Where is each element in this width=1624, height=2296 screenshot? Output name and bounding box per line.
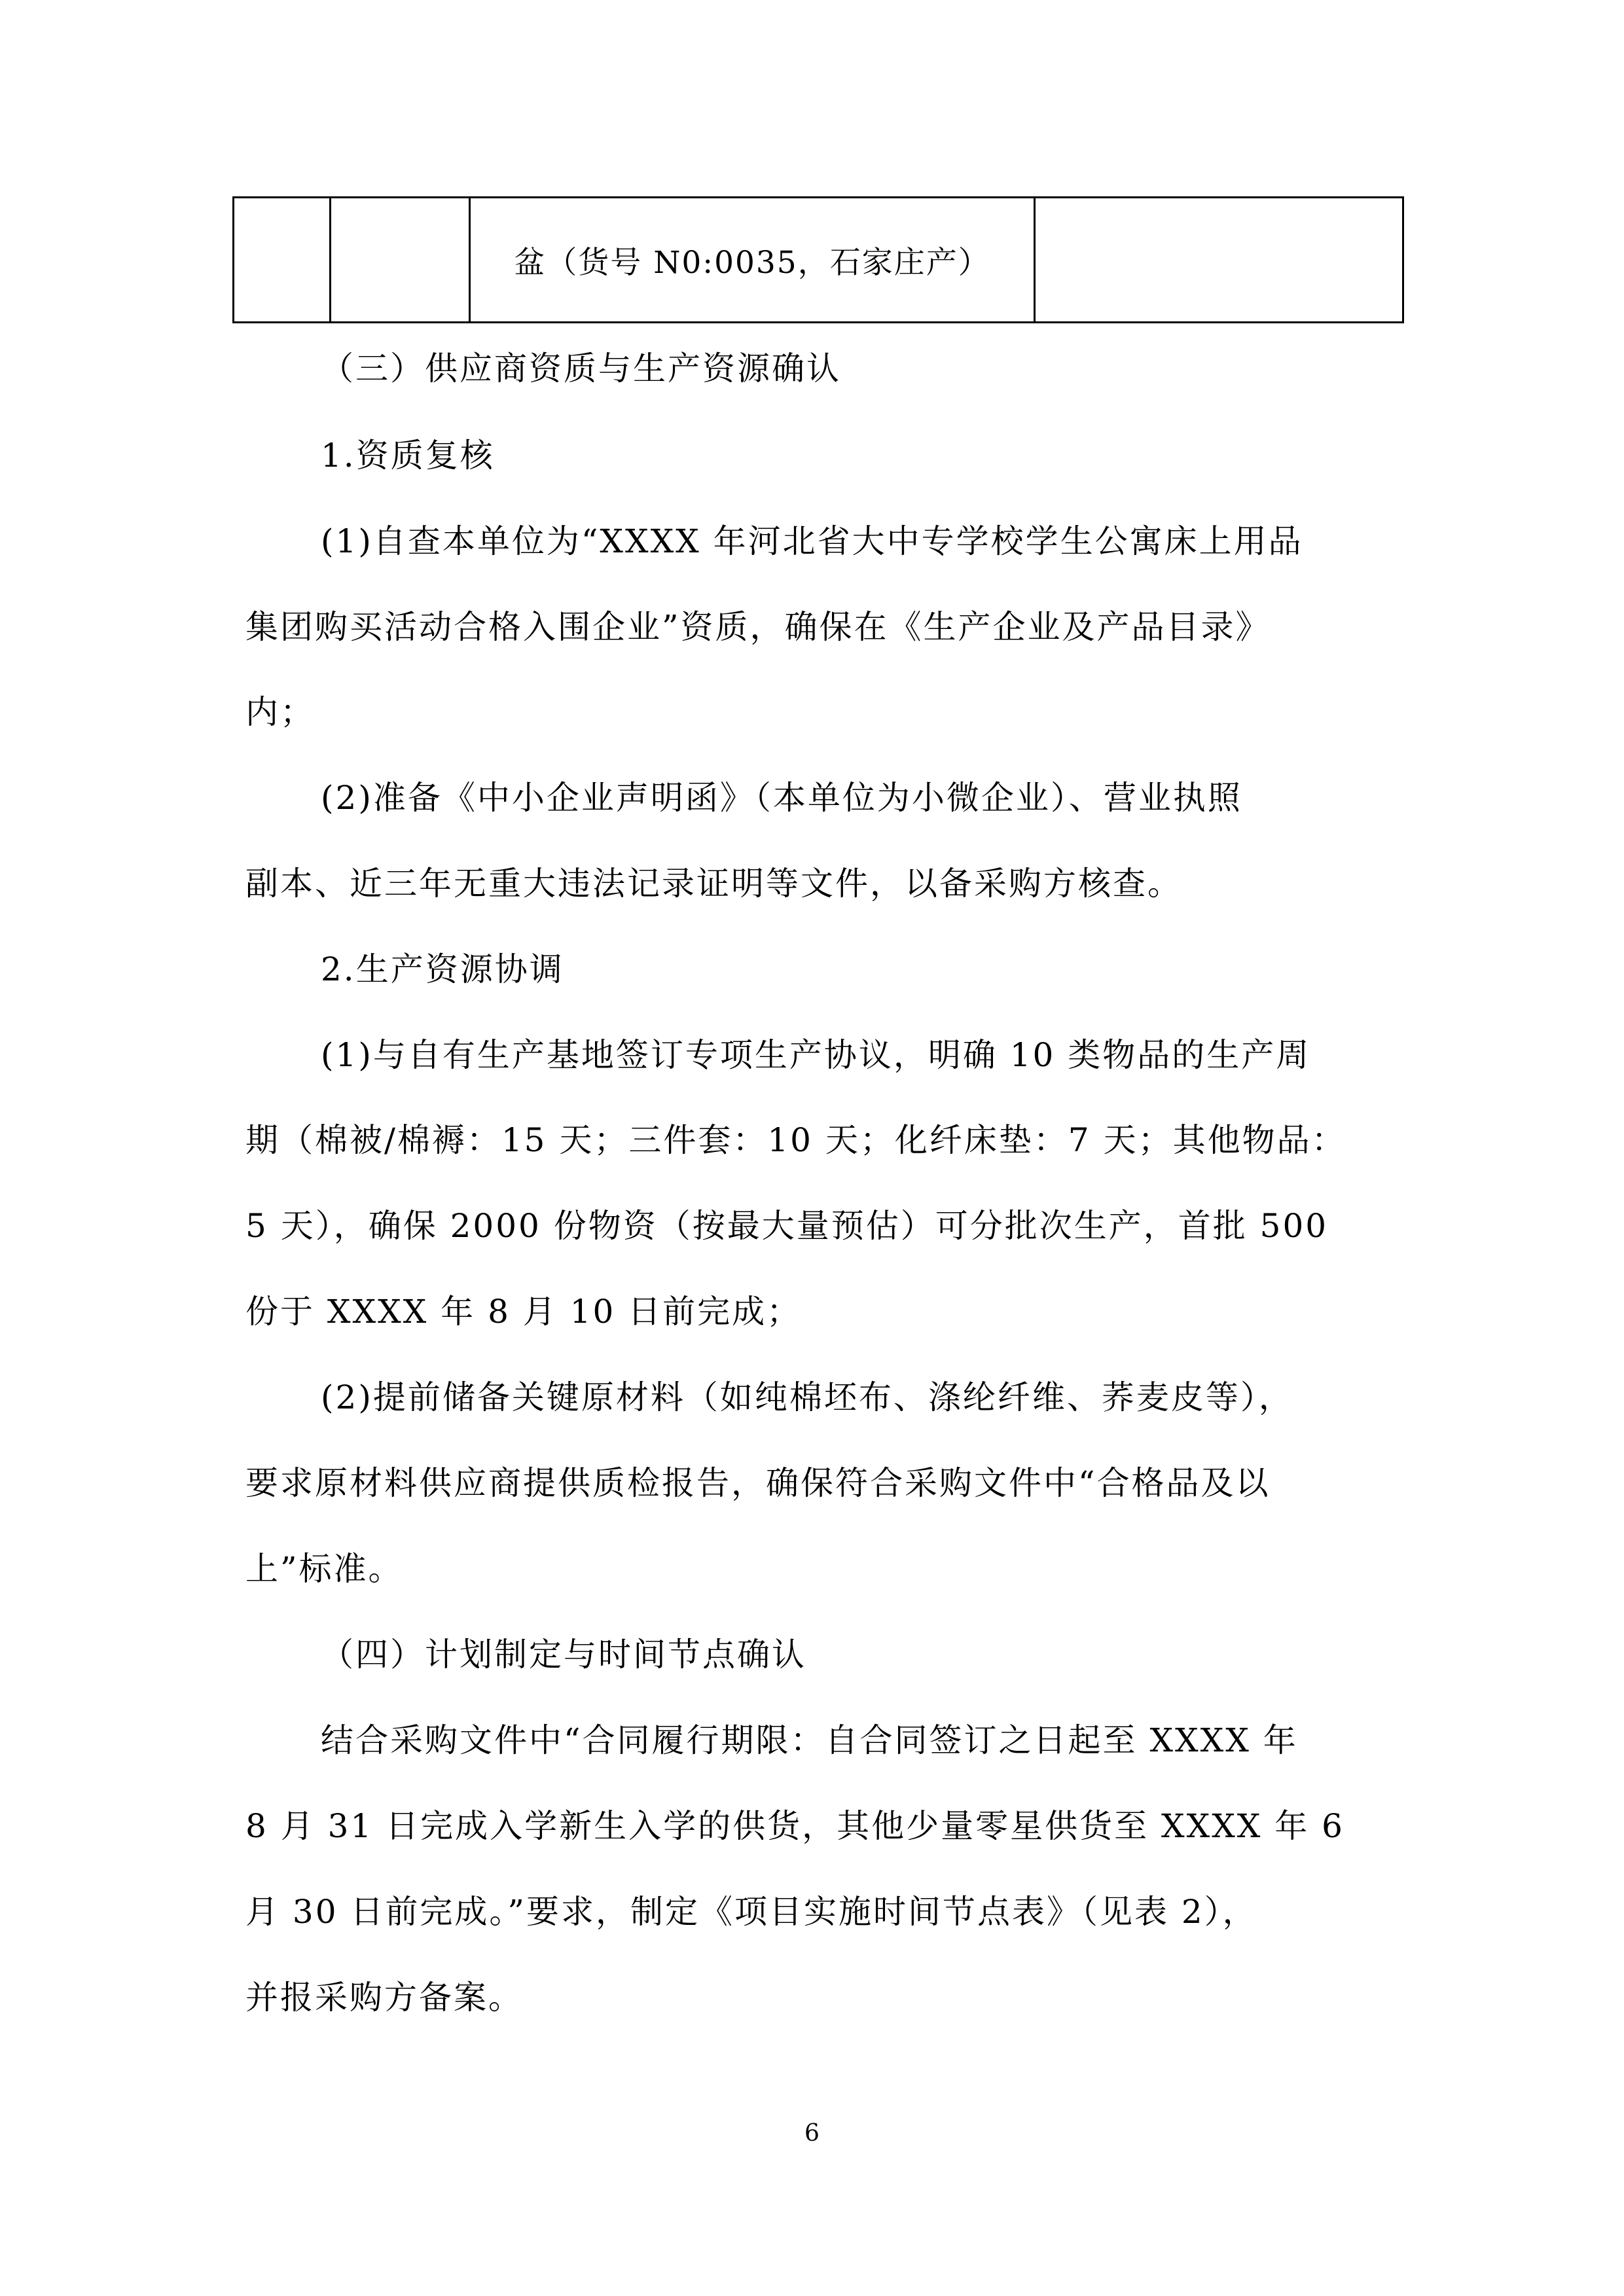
table-row bbox=[234, 198, 1403, 323]
paragraph-line: 内； bbox=[245, 693, 315, 731]
table-cell bbox=[234, 198, 331, 323]
paragraph-line: 5 天），确保 2000 份物资（按最大量预估）可分批次生产，首批 500 bbox=[245, 1207, 1329, 1245]
continued-table bbox=[232, 196, 1404, 323]
paragraph-line: 月 30 日前完成。”要求，制定《项目实施时间节点表》（见表 2）， bbox=[245, 1893, 1257, 1931]
subsection-heading-qualification: 1.资质复核 bbox=[321, 437, 495, 475]
paragraph-line: (2)准备《中小企业声明函》（本单位为小微企业）、营业执照 bbox=[321, 779, 1242, 817]
paragraph-line: 集团购买活动合格入围企业”资质，确保在《生产企业及产品目录》 bbox=[245, 608, 1271, 646]
page-number: 6 bbox=[804, 2120, 820, 2147]
paragraph-line: 期（棉被/棉褥：15 天；三件套：10 天；化纤床垫：7 天；其他物品： bbox=[245, 1121, 1346, 1159]
paragraph-line: 上”标准。 bbox=[245, 1550, 403, 1588]
paragraph-line: 结合采购文件中“合同履行期限：自合同签订之日起至 XXXX 年 bbox=[321, 1721, 1298, 1759]
paragraph-line: 并报采购方备案。 bbox=[245, 1979, 523, 2017]
paragraph-line: (1)自查本单位为“XXXX 年河北省大中专学校学生公寓床上用品 bbox=[321, 522, 1303, 560]
table-cell bbox=[331, 198, 470, 323]
paragraph-line: 副本、近三年无重大违法记录证明等文件，以备采购方核查。 bbox=[245, 865, 1182, 903]
paragraph-line: 要求原材料供应商提供质检报告，确保符合采购文件中“合格品及以 bbox=[245, 1464, 1271, 1502]
subsection-heading-production: 2.生产资源协调 bbox=[321, 950, 564, 988]
section-heading-3: （三）供应商资质与生产资源确认 bbox=[321, 350, 841, 387]
table-cell-item-name: 盆（货号 N0:0035，石家庄产） bbox=[470, 198, 1035, 323]
paragraph-line: (1)与自有生产基地签订专项生产协议，明确 10 类物品的生产周 bbox=[321, 1036, 1311, 1074]
paragraph-line: (2)提前储备关键原材料（如纯棉坯布、涤纶纤维、荞麦皮等）， bbox=[321, 1378, 1293, 1416]
section-heading-4: （四）计划制定与时间节点确认 bbox=[321, 1636, 806, 1674]
table-cell bbox=[1035, 198, 1403, 323]
paragraph-line: 8 月 31 日完成入学新生入学的供货，其他少量零星供货至 XXXX 年 6 bbox=[245, 1807, 1344, 1845]
paragraph-line: 份于 XXXX 年 8 月 10 日前完成； bbox=[245, 1293, 802, 1331]
